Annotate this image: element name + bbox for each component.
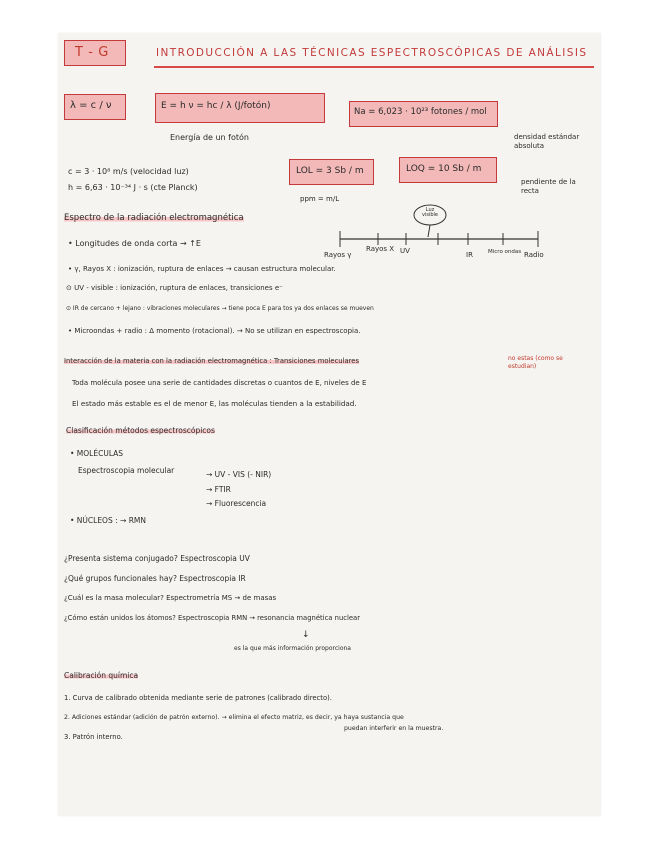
speed-of-light: c = 3 · 10⁸ m/s (velocidad luz): [68, 167, 189, 176]
tick-radio: Radio: [524, 251, 544, 259]
avogadro-note: densidad estándar absoluta: [514, 133, 580, 150]
lol-formula: LOL = 3 Sb / m: [296, 166, 364, 176]
energy-note: Energía de un fotón: [170, 133, 249, 142]
spectrum-item-1: • Longitudes de onda corta → ↑E: [68, 239, 201, 248]
spectrum-item-4: ⊙ IR de cercano + lejano : vibraciones moleculares → tiene poca E para tos ya dos enlaces se mueven: [66, 305, 374, 312]
calibration-item-3: 3. Patrón interno.: [64, 733, 123, 741]
loq-formula: LOQ = 10 Sb / m: [406, 164, 482, 174]
em-spectrum-diagram: [324, 203, 548, 273]
questions-arrow: ↓: [302, 630, 310, 640]
question-1: ¿Presenta sistema conjugado? Espectroscopia UV: [64, 554, 250, 563]
ppm-formula: ppm = m/L: [300, 195, 340, 203]
molecules-label: • MOLÉCULAS: [70, 449, 124, 458]
interaction-side-note: no estas (como se estudian): [508, 355, 563, 370]
topic-code: T - G: [75, 45, 109, 60]
question-4: ¿Cómo están unidos los átomos? Espectroscopia RMN → resonancia magnética nuclear: [64, 614, 361, 622]
method-fluorescence: → Fluorescencia: [206, 499, 267, 508]
planck-constant: h = 6,63 · 10⁻³⁴ J · s (cte Planck): [68, 183, 198, 192]
method-uvvis: → UV - VIS (- NIR): [206, 470, 272, 479]
calibration-item-1: 1. Curva de calibrado obtenida mediante serie de patrones (calibrado directo).: [64, 694, 332, 702]
tick-uv: UV: [400, 247, 410, 255]
spectrum-item-2: • γ, Rayos X : ionización, ruptura de enlaces → causan estructura molecular.: [68, 265, 336, 273]
question-3: ¿Cuál es la masa molecular? Espectrometría MS → de masas: [64, 594, 277, 602]
spectrum-item-5: • Microondas + radio : Δ momento (rotacional). → No se utilizan en espectroscopia.: [68, 327, 361, 335]
notes-sheet: [58, 33, 601, 816]
nuclei-label: • NÚCLEOS : → RMN: [70, 516, 146, 525]
tick-microwave: Micro ondas: [488, 249, 522, 255]
interaction-line-1: Toda molécula posee una serie de cantidades discretas o cuantos de E, niveles de E: [72, 379, 367, 387]
calibration-item-2-cont: puedan interferir en la muestra.: [344, 725, 444, 732]
energy-formula: E = h ν = hc / λ (J/fotón): [161, 101, 271, 111]
tick-xray: Rayos X: [366, 245, 395, 253]
spectrum-item-3: ⊙ UV - visible : ionización, ruptura de enlaces, transiciones e⁻: [66, 284, 283, 292]
title-underline: [154, 66, 594, 68]
interaction-line-2: El estado más estable es el de menor E, las moléculas tienden a la estabilidad.: [72, 399, 357, 408]
spectrum-heading: Espectro de la radiación electromagnética: [64, 213, 244, 223]
page-title: INTRODUCCIÓN A LAS TÉCNICAS ESPECTROSCÓPICAS DE ANÁLISIS: [156, 47, 588, 59]
loq-note: pendiente de la recta: [521, 178, 576, 195]
calibration-item-2: 2. Adiciones estándar (adición de patrón externo). → elimina el efecto matriz, es decir, ya haya sustancia que: [64, 714, 404, 721]
avogadro-formula: Na = 6,023 · 10²³ fotones / mol: [354, 107, 487, 117]
calibration-heading: Calibración química: [64, 671, 139, 680]
lambda-formula: λ = c / ν: [70, 100, 112, 111]
method-ftir: → FTIR: [206, 485, 231, 494]
classification-heading: Clasificación métodos espectroscópicos: [66, 426, 215, 435]
visible-light-bubble: Luz visible: [422, 207, 438, 218]
molecular-spectroscopy: Espectroscopia molecular: [78, 466, 175, 475]
tick-gamma: Rayos γ: [324, 251, 352, 259]
interaction-heading: Interacción de la materia con la radiación electromagnética : Transiciones moleculares: [64, 357, 360, 365]
tick-ir: IR: [466, 251, 473, 259]
question-2: ¿Qué grupos funcionales hay? Espectroscopia IR: [64, 574, 246, 583]
questions-note: es la que más información proporciona: [234, 645, 351, 652]
